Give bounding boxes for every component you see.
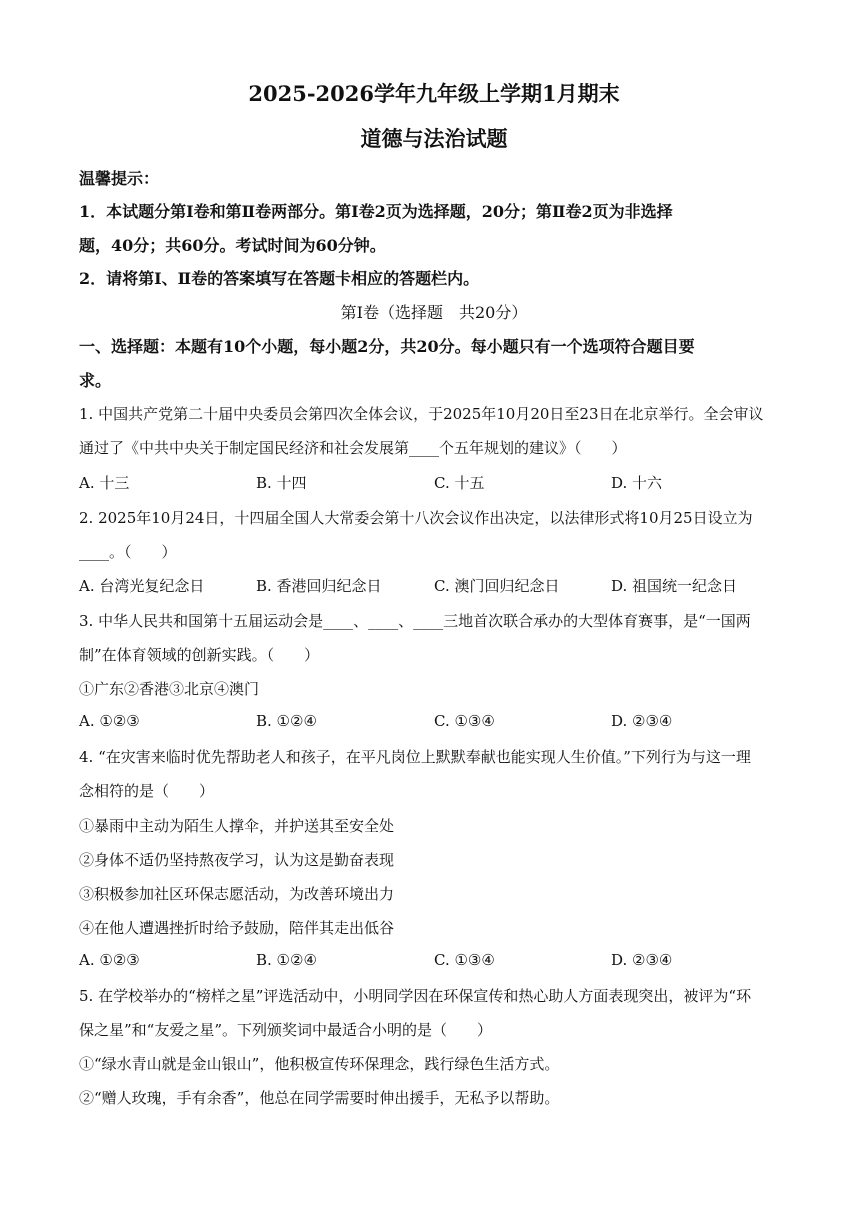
question-3-line-3: ①广东②香港③北京④澳门: [79, 680, 260, 698]
option-a: A. 台湾光复纪念日: [79, 577, 205, 595]
question-5-line-2: 保之星”和“友爱之星”。下列颁奖词中最适合小明的是（ ）: [79, 1021, 493, 1039]
option-a: A. ①②③: [79, 951, 140, 969]
exam-subtitle: 道德与法治试题: [360, 126, 508, 151]
question-4-line-2: 念相符的是（ ）: [79, 782, 215, 800]
notice-item-2: 2．请将第Ⅰ、Ⅱ卷的答案填写在答题卡相应的答题栏内。: [79, 269, 480, 288]
question-4-item-4: ④在他人遭遇挫折时给予鼓励，陪伴其走出低谷: [79, 919, 395, 937]
notice-item-1-line-1: 1．本试题分第Ⅰ卷和第Ⅱ卷两部分。第Ⅰ卷2页为选择题，20分；第Ⅱ卷2页为非选择: [79, 202, 673, 221]
option-c: C. 澳门回归纪念日: [434, 577, 560, 595]
section-title: 第Ⅰ卷（选择题 共20分）: [340, 303, 528, 322]
question-2-line-1: 2. 2025年10月24日，十四届全国人大常委会第十八次会议作出决定，以法律形式将10月25日设立为: [79, 509, 753, 527]
question-4-item-3: ③积极参加社区环保志愿活动，为改善环境出力: [79, 885, 395, 903]
notice-heading: 温馨提示：: [79, 169, 160, 188]
question-3-line-1: 3. 中华人民共和国第十五届运动会是____、____、____三地首次联合承办的大型体育赛事，是“一国两: [79, 612, 751, 630]
option-a: A. 十三: [79, 474, 130, 492]
option-c: C. ①③④: [434, 951, 495, 969]
option-d: D. ②③④: [611, 951, 673, 969]
exam-title: 2025-2026学年九年级上学期1月期末: [248, 81, 620, 106]
part-one-instructions-line-2: 求。: [79, 371, 112, 390]
question-4-item-2: ②身体不适仍坚持熬夜学习，认为这是勤奋表现: [79, 851, 395, 869]
question-5-item-1: ①“绿水青山就是金山银山”，他积极宣传环保理念，践行绿色生活方式。: [79, 1055, 560, 1073]
option-b: B. ①②④: [256, 951, 317, 969]
question-5-item-2: ②“赠人玫瑰，手有余香”，他总在同学需要时伸出援手，无私予以帮助。: [79, 1089, 560, 1107]
question-1-line-2: 通过了《中共中央关于制定国民经济和社会发展第____个五年规划的建议》（ ）: [79, 439, 627, 457]
option-b: B. 十四: [256, 474, 307, 492]
option-d: D. 祖国统一纪念日: [611, 577, 738, 595]
option-c: C. 十五: [434, 474, 485, 492]
question-1-line-1: 1. 中国共产党第二十届中央委员会第四次全体会议，于2025年10月20日至23日在北京举行。全会审议: [79, 405, 764, 423]
question-4-line-1: 4. “在灾害来临时优先帮助老人和孩子，在平凡岗位上默默奉献也能实现人生价值。”下列行为与这一理: [79, 748, 751, 766]
part-one-instructions-line-1: 一、选择题：本题有10个小题，每小题2分，共20分。每小题只有一个选项符合题目要: [79, 337, 695, 356]
option-a: A. ①②③: [79, 712, 140, 730]
question-2-line-2: ____。（ ）: [79, 543, 177, 561]
question-2-options: [79, 575, 799, 597]
notice-item-1-line-2: 题，40分；共60分。考试时间为60分钟。: [79, 236, 386, 255]
option-b: B. ①②④: [256, 712, 317, 730]
option-d: D. ②③④: [611, 712, 673, 730]
question-3-options: [79, 712, 799, 734]
question-3-line-2: 制”在体育领域的创新实践。（ ）: [79, 646, 320, 664]
option-c: C. ①③④: [434, 712, 495, 730]
option-b: B. 香港回归纪念日: [256, 577, 382, 595]
option-d: D. 十六: [611, 474, 663, 492]
question-5-line-1: 5. 在学校举办的“榜样之星”评选活动中，小明同学因在环保宣传和热心助人方面表现突出，被评为“环: [79, 987, 752, 1005]
question-1-options: [79, 472, 799, 494]
question-4-item-1: ①暴雨中主动为陌生人撑伞，并护送其至安全处: [79, 817, 395, 835]
question-4-options: [79, 951, 799, 973]
